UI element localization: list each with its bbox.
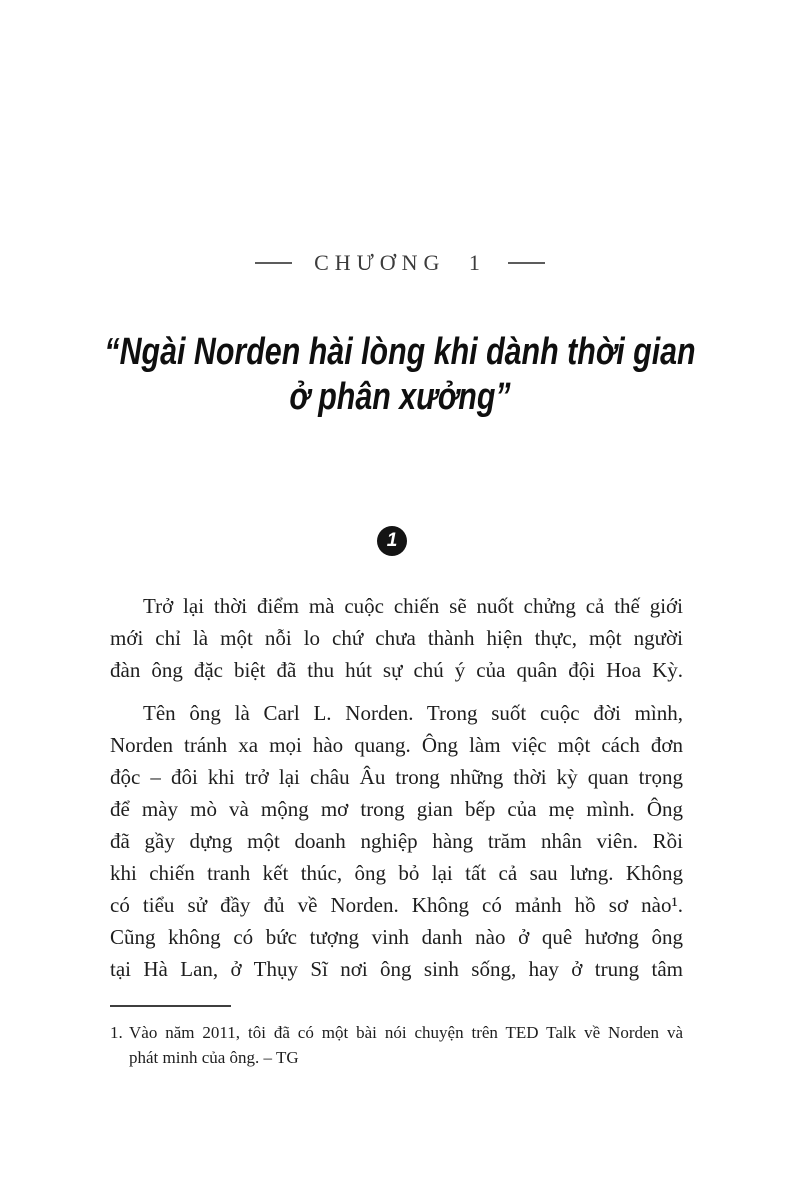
section-number-badge	[377, 526, 407, 556]
paragraph-1-line: đàn ông đặc biệt đã thu hút sự chú ý của quân đội Hoa Kỳ.	[110, 658, 683, 682]
paragraph-2-line: tại Hà Lan, ở Thụy Sĩ nơi ông sinh sống, hay ở trung tâm	[110, 957, 683, 981]
footnote-marker: 1.	[110, 1023, 123, 1042]
paragraph-2-line: có tiểu sử đầy đủ về Norden. Không có mảnh hồ sơ nào¹.	[110, 893, 683, 917]
paragraph-2-line: để mày mò và mộng mơ trong gian bếp của mẹ mình. Ông	[110, 797, 683, 821]
heading-dash-right-icon	[508, 262, 545, 264]
paragraph-2-line: Tên ông là Carl L. Norden. Trong suốt cuộc đời mình,	[143, 701, 683, 725]
paragraph-2-line: đã gầy dựng một doanh nghiệp hàng trăm nhân viên. Rồi	[110, 829, 683, 853]
chapter-heading	[0, 248, 800, 278]
paragraph-2-line: khi chiến tranh kết thúc, ông bỏ lại tất cả sau lưng. Không	[110, 861, 683, 885]
paragraph-1-line: mới chỉ là một nỗi lo chứ chưa thành hiện thực, một người	[110, 626, 683, 650]
footnote	[110, 1020, 683, 1070]
paragraph-1-line: Trở lại thời điểm mà cuộc chiến sẽ nuốt chửng cả thế giới	[143, 594, 683, 618]
chapter-title-line-2: ở phân xưởng”	[289, 376, 511, 418]
paragraph-1	[110, 590, 683, 686]
footnote-line-1: Vào năm 2011, tôi đã có một bài nói chuyện trên TED Talk về Norden và	[129, 1023, 683, 1042]
paragraph-2-line: Cũng không có bức tượng vinh danh nào ở quê hương ông	[110, 925, 683, 949]
chapter-heading-label: CHƯƠNG 1	[314, 250, 486, 275]
section-number: 1	[386, 530, 398, 551]
chapter-title	[80, 330, 720, 420]
footnote-divider	[110, 1005, 231, 1007]
paragraph-2-line: độc – đôi khi trở lại châu Âu trong những thời kỳ quan trọng	[110, 765, 683, 789]
chapter-title-line-1: “Ngài Norden hài lòng khi dành thời gian	[104, 331, 696, 373]
paragraph-2-line: Norden tránh xa mọi hào quang. Ông làm việc một cách đơn	[110, 733, 683, 757]
footnote-line-2: phát minh của ông. – TG	[129, 1048, 299, 1067]
heading-dash-left-icon	[255, 262, 292, 264]
paragraph-2	[110, 697, 683, 985]
footnote-body	[129, 1020, 683, 1070]
